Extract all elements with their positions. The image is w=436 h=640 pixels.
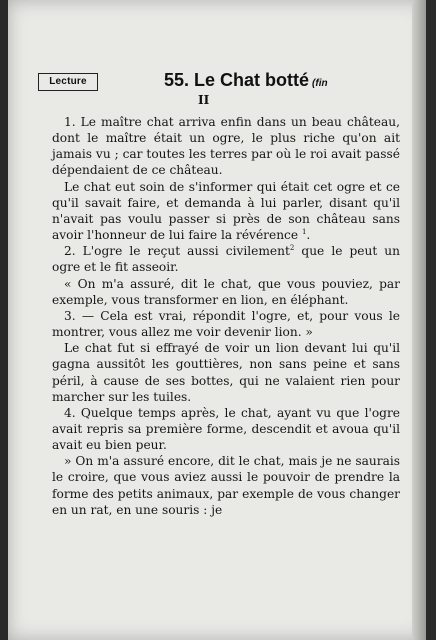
paragraph: » On m'a assuré encore, dit le chat, mais je ne saurais le croire, que vous aviez aussi le pouvoir de prendre la forme des petits animaux, par exemple de vous changer en un rat, en une souris : je	[52, 454, 400, 517]
paragraph-end: que le peut un ogre et le fit asseoir.	[52, 244, 400, 275]
paragraph-text: Le chat eut soin de s'informer qui était cet ogre et ce qu'il savait faire, et demanda à lui parler, disant qu'il n'avait pas voulu passer si près de son château sans avoir l'honneur de lui faire la révérence	[52, 179, 400, 243]
paragraph: 1. Le maître chat arriva enfin dans un beau château, dont le maître était un ogre, le plus riche qu'on ait jamais vu ; car toutes les terres par où le roi avait passé dépendaient de ce château.	[52, 115, 400, 178]
chapter-title-suffix: (fin	[312, 78, 328, 89]
lecture-label: Lecture	[38, 73, 98, 91]
book-page	[8, 0, 426, 640]
paragraph: « On m'a assuré, dit le chat, que vous pouviez, par exemple, vous transformer en lion, en éléphant.	[52, 276, 400, 307]
story-text	[52, 114, 400, 518]
footnote-ref: 2	[289, 244, 295, 253]
paragraph	[52, 179, 400, 244]
paragraph: 3. — Cela est vrai, répondit l'ogre, et, pour vous le montrer, vous allez me voir devenir lion. »	[52, 308, 400, 340]
paragraph-text: 2. L'ogre le reçut aussi civilement	[64, 244, 290, 259]
page-binding-edge	[412, 0, 426, 640]
paragraph: Le chat fut si effrayé de voir un lion devant lui qu'il gagna aussitôt les gouttières, non sans peine et sans péril, à cause de ses bottes, qui ne valaient rien pour marcher sur les tuiles.	[52, 341, 400, 404]
paragraph: 4. Quelque temps après, le chat, ayant vu que l'ogre avait repris sa première forme, descendit et avoua qu'il avait eu bien peur.	[52, 405, 400, 453]
chapter-title-text: 55. Le Chat botté	[164, 70, 310, 90]
chapter-title	[164, 70, 328, 91]
footnote-ref: 1	[301, 228, 307, 237]
paragraph-end: .	[306, 228, 311, 243]
part-number: II	[198, 93, 210, 107]
paragraph	[52, 243, 400, 275]
